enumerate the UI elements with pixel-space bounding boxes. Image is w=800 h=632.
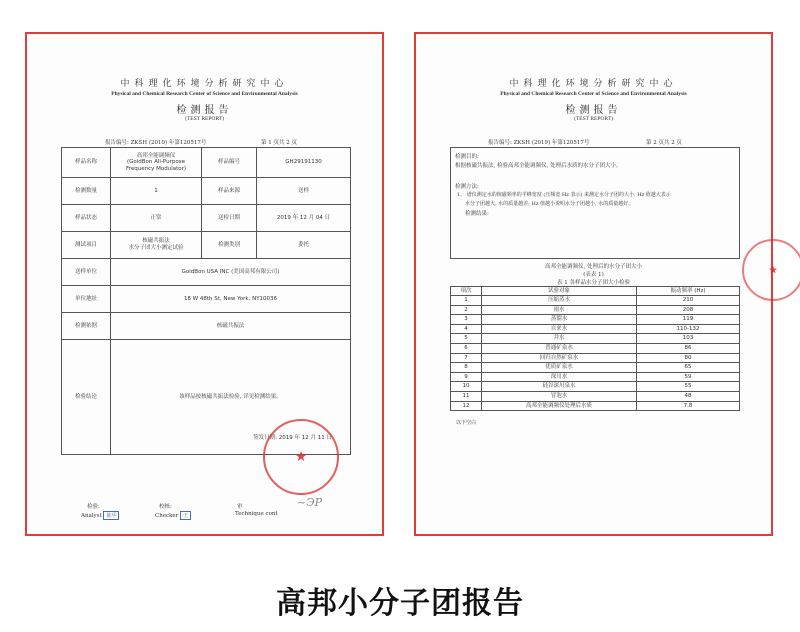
- row-no: 8: [451, 363, 482, 373]
- inspector-label: 检验:: [87, 504, 100, 510]
- conclusion-label: 检验结论: [62, 340, 111, 455]
- page-info: 第 1 页共 2 页: [261, 140, 297, 146]
- row-frequency: 86: [637, 343, 740, 353]
- row-object: 普通矿泉水: [482, 343, 637, 353]
- table-row: [451, 363, 740, 373]
- checker-label: 校核:: [159, 504, 172, 510]
- qty-value: 1: [111, 178, 202, 205]
- method-text-2: 水分子团越大, 水的质量越差; Hz 值越小说明水分子团越小, 水的质量越好。: [465, 201, 634, 207]
- state-value: 正常: [111, 205, 202, 232]
- row-object: 优质矿泉水: [482, 363, 637, 373]
- org-name-en: Physical and Chemical Research Center of Science and Environmental Analysis: [111, 91, 298, 97]
- table-row: [451, 372, 740, 382]
- inspector-signature: 陈华: [103, 511, 119, 520]
- qty-label: 检测数量: [62, 178, 111, 205]
- approver-en: Technique cont: [235, 511, 278, 517]
- row-frequency: 208: [637, 305, 740, 315]
- table-row: [451, 296, 740, 306]
- row-frequency: 119: [637, 315, 740, 325]
- category-label: 检测类别: [202, 232, 257, 259]
- row-frequency: 59: [637, 372, 740, 382]
- client-value: GoldBon USA INC (美国高邦有限公司): [111, 259, 351, 286]
- category-value: 委托: [257, 232, 351, 259]
- table-row: [451, 401, 740, 411]
- sample-no-value: GH29191130: [257, 148, 351, 178]
- method-text-1: 1、 谱仪测定水的核磁频率的半峰宽度 (压频宽 Hz 表示) 来测定水分子团的大小, Hz 值越大表示: [457, 192, 671, 198]
- checker-signature: 王: [180, 511, 191, 520]
- purpose-method-box: [450, 147, 740, 259]
- checker-en: Checker 王: [155, 511, 191, 520]
- basis-value: 核磁共振法: [111, 313, 351, 340]
- source-label: 样品来源: [202, 178, 257, 205]
- table-caption: 表 1 各样品水分子团大小检验: [557, 280, 630, 286]
- report-number: 报告编号: ZKSH (2019) 年第120517号: [488, 140, 590, 146]
- row-frequency: 110-132: [637, 324, 740, 334]
- table-row: [451, 324, 740, 334]
- method-label: 检测方法:: [455, 184, 479, 190]
- client-label: 送样单位: [62, 259, 111, 286]
- report-page-2: [414, 32, 778, 536]
- report-title-cn: 检测报告: [176, 105, 233, 116]
- org-name-cn: 中科理化环境分析研究中心: [120, 79, 289, 89]
- row-no: 4: [451, 324, 482, 334]
- sample-name-value: 高邦全能调频仪 (GoldBon All-Purpose Frequency Modulator): [111, 148, 202, 178]
- source-value: 送样: [257, 178, 351, 205]
- report-title-en: (TEST REPORT): [185, 116, 224, 122]
- row-object: 井水: [482, 334, 637, 344]
- address-value: 18 W 48th St, New York, NY10036: [111, 286, 351, 313]
- item-value: 核磁共振法 水分子团大小测定试验: [111, 232, 202, 259]
- row-object: 高邦全能调频仪处理后水质: [482, 401, 637, 411]
- official-seal-2: [742, 239, 800, 301]
- report-page-1: [25, 32, 384, 536]
- row-object: 雨水: [482, 305, 637, 315]
- row-no: 7: [451, 353, 482, 363]
- table-row: [451, 305, 740, 315]
- org-name-cn: 中科理化环境分析研究中心: [509, 79, 678, 89]
- report-title-cn: 检测报告: [565, 105, 622, 116]
- row-object: 压缩蒸水: [482, 296, 637, 306]
- row-object: 深川水: [482, 372, 637, 382]
- address-label: 单位地址: [62, 286, 111, 313]
- row-frequency: 210: [637, 296, 740, 306]
- seal-star-icon: ★: [768, 263, 778, 277]
- row-no: 12: [451, 401, 482, 411]
- sample-no-label: 样品编号: [202, 148, 257, 178]
- inspector-en: Analyst 陈华: [81, 511, 119, 520]
- report-title-en: (TEST REPORT): [574, 116, 613, 122]
- table-row: [451, 334, 740, 344]
- row-frequency: 7.8: [637, 401, 740, 411]
- item-label: 测试项目: [62, 232, 111, 259]
- col-header-no: 项次: [451, 287, 482, 296]
- row-object: 蒸馏水: [482, 315, 637, 325]
- table-row: [451, 391, 740, 401]
- date-value: 2019 年 12 月 04 日: [257, 205, 351, 232]
- sample-name-label: 样品名称: [62, 148, 111, 178]
- row-no: 1: [451, 296, 482, 306]
- state-label: 样品状态: [62, 205, 111, 232]
- row-frequency: 80: [637, 353, 740, 363]
- page-info: 第 2 页共 2 页: [646, 140, 682, 146]
- result-label: 检测结果:: [465, 211, 489, 217]
- end-note: 以下空白: [456, 420, 477, 426]
- approver-label: 审: [237, 504, 243, 510]
- issue-date: 签发日期: 2019 年 12 月 11 日: [253, 435, 332, 442]
- table-row: [451, 353, 740, 363]
- table-subtitle: (表表 1): [583, 272, 604, 278]
- table-row: [451, 382, 740, 392]
- approver-signature-scrawl: ~ЭP: [297, 496, 323, 509]
- org-name-en: Physical and Chemical Research Center of Science and Environmental Analysis: [500, 91, 687, 97]
- purpose-text: 根据核磁共振法, 检验高邦全能调频仪, 处理后水质的水分子团大小。: [455, 163, 622, 169]
- result-table: [450, 286, 740, 411]
- row-no: 5: [451, 334, 482, 344]
- row-object: 冒泡水: [482, 391, 637, 401]
- basis-label: 检测依据: [62, 313, 111, 340]
- table-row: [451, 343, 740, 353]
- report-info-table: [61, 147, 351, 455]
- row-no: 6: [451, 343, 482, 353]
- row-frequency: 65: [637, 363, 740, 373]
- row-object: 回归自然矿泉水: [482, 353, 637, 363]
- row-frequency: 55: [637, 382, 740, 392]
- conclusion-text: 该样品按核磁共振法检验, 详见检测结果。: [179, 393, 282, 400]
- report-number: 报告编号: ZKSH (2019) 年第120517号: [105, 140, 207, 146]
- seal-star-icon: ★: [294, 449, 308, 465]
- row-no: 10: [451, 382, 482, 392]
- row-frequency: 48: [637, 391, 740, 401]
- date-label: 送检日期: [202, 205, 257, 232]
- row-no: 9: [451, 372, 482, 382]
- table-title: 高邦全能调频仪, 处理后的水分子团大小: [545, 264, 642, 270]
- table-row: [451, 315, 740, 325]
- col-header-frequency: 振动频率 (Hz): [637, 287, 740, 296]
- purpose-label: 检测目的:: [455, 154, 479, 160]
- official-seal-1: [263, 419, 339, 495]
- col-header-object: 试验对象: [482, 287, 637, 296]
- row-no: 11: [451, 391, 482, 401]
- row-object: 硅谷深川泉水: [482, 382, 637, 392]
- row-no: 2: [451, 305, 482, 315]
- row-object: 自来水: [482, 324, 637, 334]
- page-caption: 高邦小分子团报告: [276, 586, 524, 621]
- row-frequency: 103: [637, 334, 740, 344]
- row-no: 3: [451, 315, 482, 325]
